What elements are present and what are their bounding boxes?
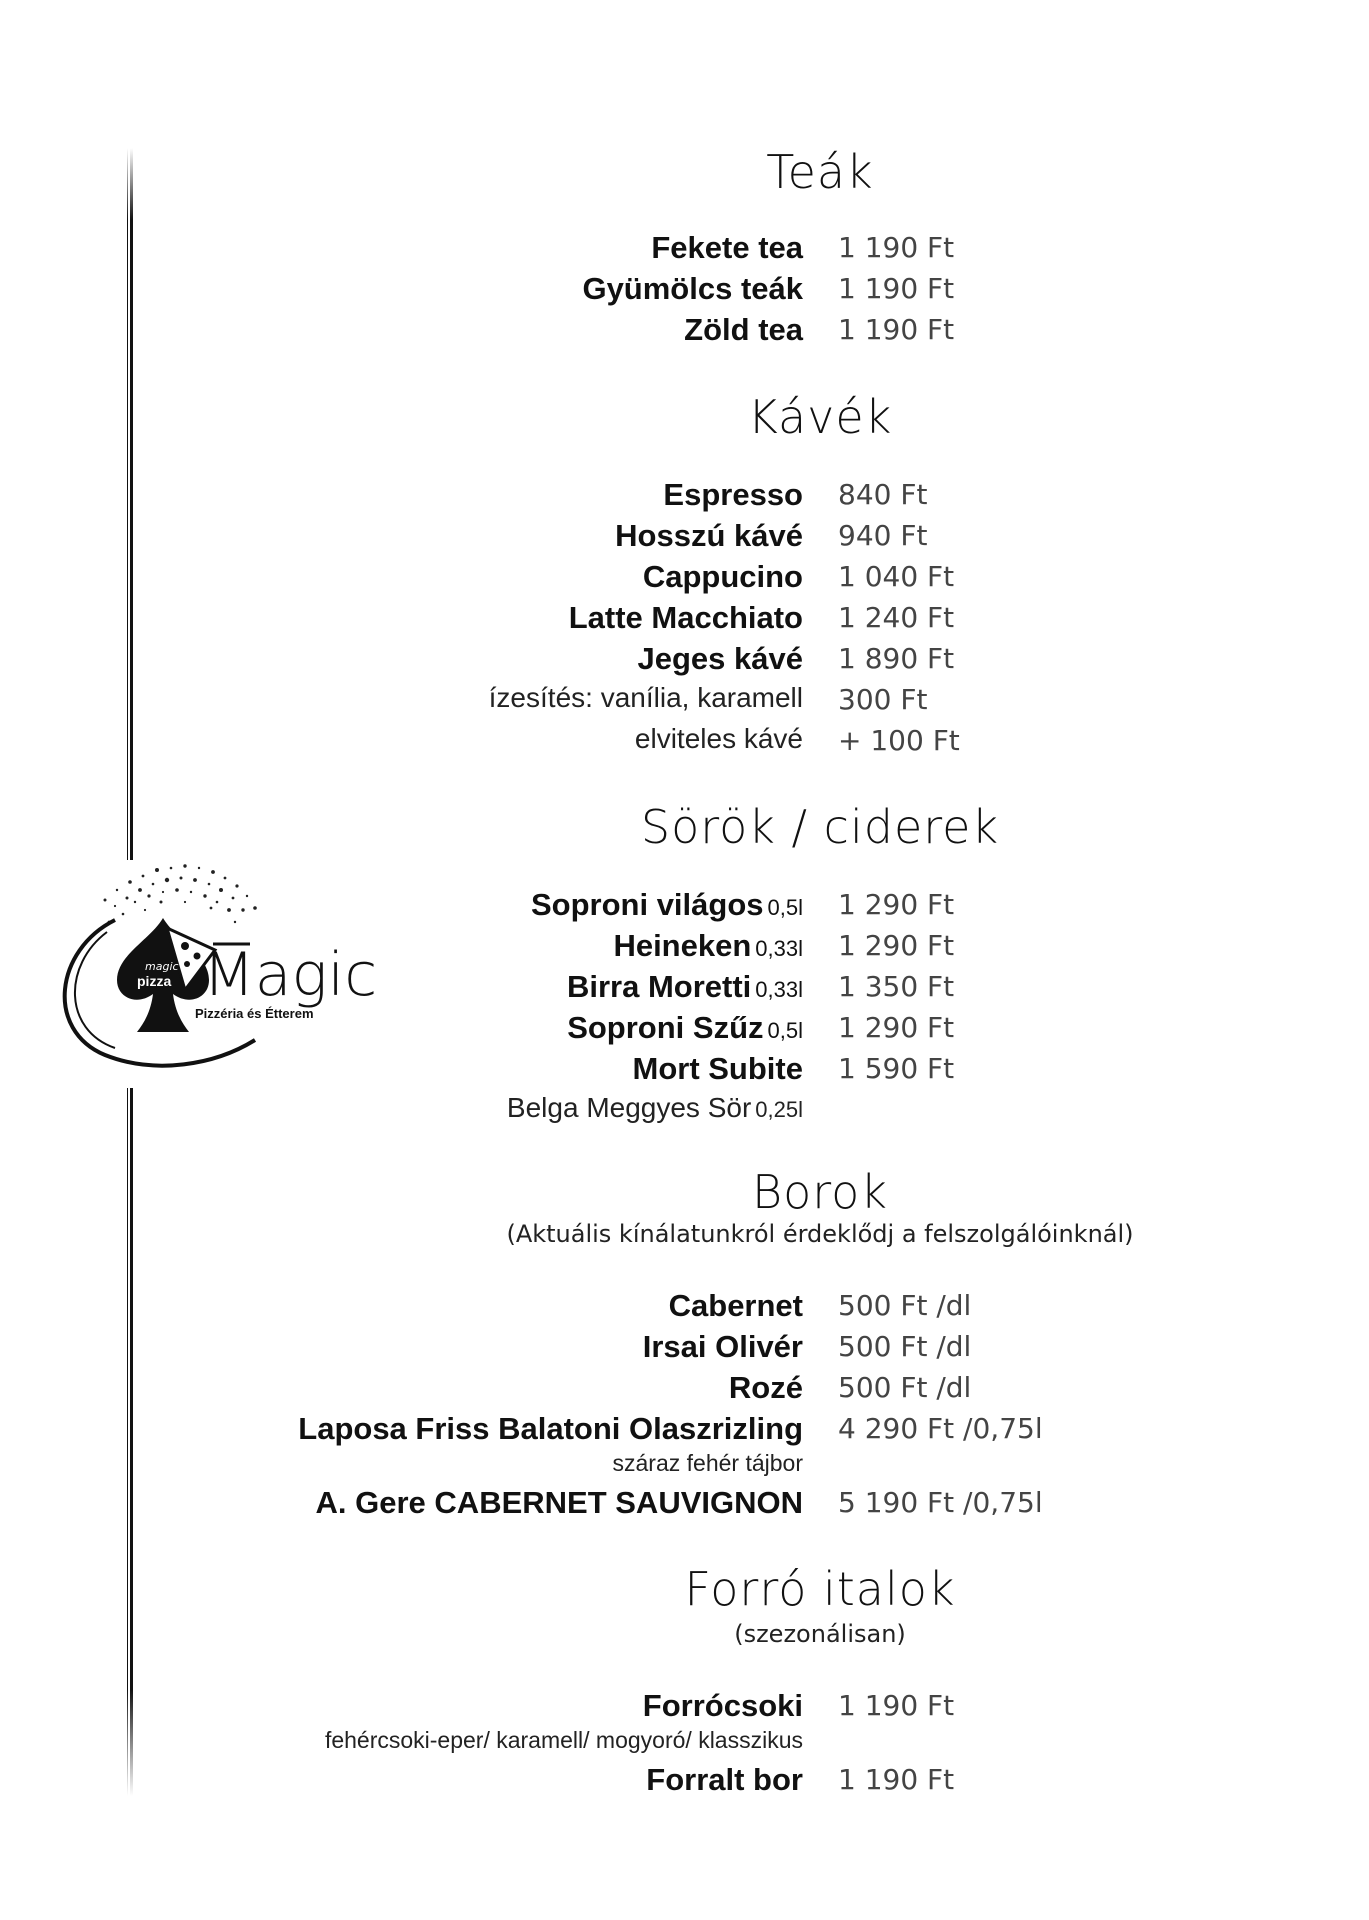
logo-tagline: Pizzéria és Étterem [195, 1006, 314, 1021]
section-subtitle-borok: (Aktuális kínálatunkról érdeklődj a felszolgálóinknál) [506, 1220, 1134, 1248]
item-name [567, 969, 803, 1005]
logo-small-bottom: pizza [137, 973, 172, 989]
item-name: Irsai Olivér [642, 1329, 803, 1364]
menu-item [0, 230, 1369, 270]
menu-item [0, 1411, 1369, 1451]
section-subtitle-forro: (szezonálisan) [734, 1620, 906, 1648]
item-name: Hosszú kávé [615, 518, 803, 553]
item-price: 1 190 Ft [838, 1689, 955, 1722]
item-price: 1 290 Ft [838, 888, 955, 921]
menu-item [0, 1370, 1369, 1410]
logo-brand: Magic [203, 940, 378, 1010]
item-price: 500 Ft /dl [838, 1330, 972, 1363]
item-name-text: Belga Meggyes Sör [506, 1092, 752, 1123]
item-price: 1 040 Ft [838, 560, 955, 593]
menu-item [0, 271, 1369, 311]
item-price: 1 350 Ft [838, 970, 955, 1003]
menu-item [0, 641, 1369, 681]
item-price: 1 190 Ft [838, 1763, 955, 1796]
item-note: fehércsoki-eper/ karamell/ mogyoró/ klasszikus [324, 1727, 803, 1753]
menu-item [0, 1485, 1369, 1525]
section-title-teak: Teák [766, 145, 874, 199]
item-name: Forrócsoki [642, 1688, 803, 1723]
menu-item [0, 559, 1369, 599]
item-price: 1 190 Ft [838, 272, 955, 305]
item-name-text: Soproni világos [530, 887, 764, 922]
item-name-text: Soproni Szűz [567, 1010, 764, 1045]
item-price: 4 290 Ft /0,75l [838, 1412, 1043, 1445]
item-name: Cappucino [642, 559, 803, 594]
item-name: Espresso [663, 477, 803, 512]
item-price: 840 Ft [838, 478, 928, 511]
item-price: 1 190 Ft [838, 313, 955, 346]
item-volume: 0,33l [755, 977, 803, 1002]
menu-item [0, 723, 1369, 763]
item-name-text: Birra Moretti [566, 969, 752, 1004]
item-price: 300 Ft [838, 683, 928, 716]
menu-item [0, 1010, 1369, 1050]
item-name: Rozé [728, 1370, 803, 1405]
item-price: 500 Ft /dl [838, 1371, 972, 1404]
item-name: Forralt bor [646, 1762, 803, 1797]
item-name [613, 928, 803, 964]
item-name: Zöld tea [684, 312, 803, 347]
item-name: Latte Macchiato [568, 600, 803, 635]
item-price: 1 290 Ft [838, 929, 955, 962]
item-name: ízesítés: vanília, karamell [488, 682, 803, 713]
item-price: 1 590 Ft [838, 1052, 955, 1085]
menu-item [0, 928, 1369, 968]
menu-item [0, 600, 1369, 640]
item-name: Fekete tea [651, 230, 803, 265]
item-price: + 100 Ft [838, 724, 960, 757]
menu-item [0, 477, 1369, 517]
item-volume: 0,5l [767, 895, 803, 920]
item-name: Mort Subite [632, 1051, 803, 1086]
menu-item [0, 1762, 1369, 1802]
item-price: 500 Ft /dl [838, 1289, 972, 1322]
menu-item [0, 682, 1369, 722]
item-name [567, 1010, 803, 1046]
item-name: Laposa Friss Balatoni Olaszrizling [298, 1411, 803, 1446]
menu-item [0, 1329, 1369, 1369]
item-volume: 0,5l [767, 1018, 803, 1043]
section-title-sorok: Sörök / ciderek [640, 800, 1000, 854]
section-title-borok: Borok [752, 1165, 888, 1219]
menu-item [0, 1092, 1369, 1132]
item-price: 1 890 Ft [838, 642, 955, 675]
section-title-forro: Forró italok [684, 1562, 956, 1616]
item-price: 1 240 Ft [838, 601, 955, 634]
item-volume: 0,33l [755, 936, 803, 961]
logo-small-top: magic [145, 960, 179, 973]
item-name: Gyümölcs teák [582, 271, 803, 306]
menu-item [0, 312, 1369, 352]
menu-item [0, 518, 1369, 558]
item-name-text: Heineken [613, 928, 752, 963]
menu-item [0, 969, 1369, 1009]
item-price: 1 190 Ft [838, 231, 955, 264]
menu-item [0, 1051, 1369, 1091]
item-price: 940 Ft [838, 519, 928, 552]
item-name: elviteles kávé [634, 723, 803, 754]
item-note: száraz fehér tájbor [612, 1450, 803, 1476]
item-price: 5 190 Ft /0,75l [838, 1486, 1043, 1519]
item-volume: 0,25l [755, 1097, 803, 1122]
menu-item [0, 887, 1369, 927]
menu-item [0, 1288, 1369, 1328]
item-name [507, 1092, 803, 1124]
item-name: Jeges kávé [637, 641, 803, 676]
item-price: 1 290 Ft [838, 1011, 955, 1044]
section-title-kavek: Kávék [747, 390, 893, 444]
item-name: A. Gere CABERNET SAUVIGNON [315, 1485, 803, 1520]
item-name [531, 887, 803, 923]
item-name: Cabernet [668, 1288, 803, 1323]
menu-item [0, 1688, 1369, 1728]
